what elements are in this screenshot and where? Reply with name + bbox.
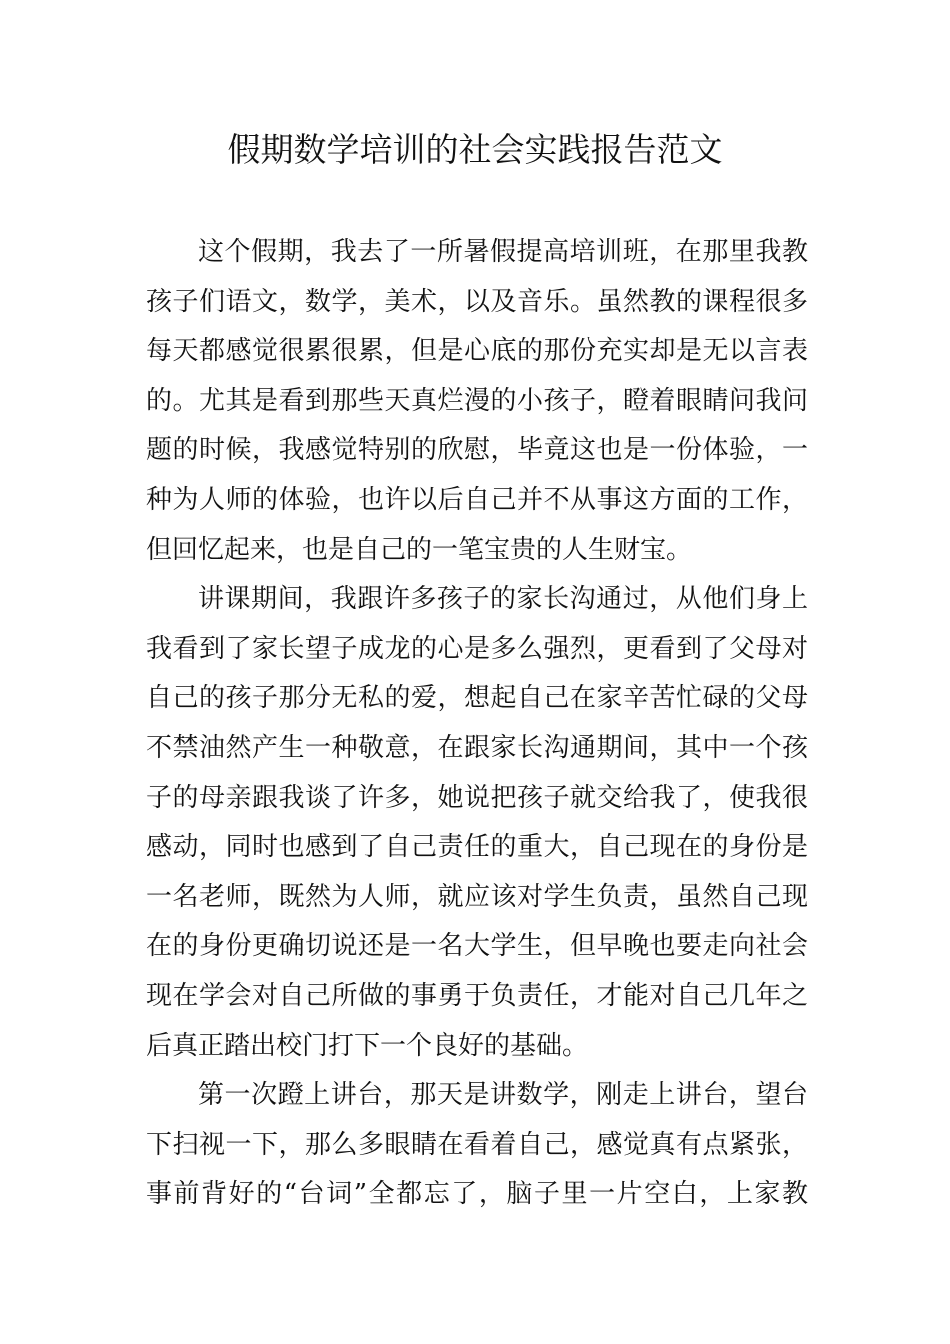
paragraph-1-line-3: 每天都感觉很累很累，但是心底的那份充实却是无以言表: [146, 336, 808, 367]
paragraph-2-line-5: 子的母亲跟我谈了许多，她说把孩子就交给我了，使我很: [146, 782, 808, 813]
paragraph-1-line-5: 题的时候，我感觉特别的欣慰，毕竟这也是一份体验，一: [146, 435, 808, 466]
paragraph-3-line-2: 下扫视一下，那么多眼睛在看着自己，感觉真有点紧张，: [146, 1129, 808, 1160]
paragraph-1-line-1: 这个假期，我去了一所暑假提高培训班，在那里我教: [198, 237, 808, 267]
paragraph-2-line-9: 现在学会对自己所做的事勇于负责任，才能对自己几年之: [146, 980, 808, 1011]
paragraph-2-line-6: 感动，同时也感到了自己责任的重大，自己现在的身份是: [146, 832, 808, 863]
paragraph-2-line-10: 后真正踏出校门打下一个良好的基础。: [146, 1030, 589, 1061]
paragraph-2-line-2: 我看到了家长望子成龙的心是多么强烈，更看到了父母对: [146, 633, 808, 664]
paragraph-2-line-8: 在的身份更确切说还是一名大学生，但早晚也要走向社会: [146, 931, 808, 962]
paragraph-2-line-7: 一名老师，既然为人师，就应该对学生负责，虽然自己现: [146, 881, 808, 912]
paragraph-2-line-1: 讲课期间，我跟许多孩子的家长沟通过，从他们身上: [198, 584, 808, 615]
document-body: [146, 228, 808, 1220]
paragraph-3-line-1: 第一次蹬上讲台，那天是讲数学，刚走上讲台，望台: [198, 1080, 808, 1111]
paragraph-1-line-7: 但回忆起来，也是自己的一笔宝贵的人生财宝。: [146, 534, 693, 565]
paragraph-1-line-4: 的。尤其是看到那些天真烂漫的小孩子，瞪着眼睛问我问: [146, 385, 808, 416]
paragraph-3-line-3: 事前背好的“台词”全都忘了，脑子里一片空白，上家教: [146, 1179, 808, 1210]
paragraph-1-line-2: 孩子们语文，数学，美术，以及音乐。虽然教的课程很多: [146, 286, 808, 317]
paragraph-2-line-4: 不禁油然产生一种敬意，在跟家长沟通期间，其中一个孩: [146, 732, 808, 763]
paragraph-1-line-6: 种为人师的体验，也许以后自己并不从事这方面的工作，: [146, 484, 808, 515]
paragraph-2-line-3: 自己的孩子那分无私的爱，想起自己在家辛苦忙碌的父母: [146, 683, 808, 714]
document-title: 假期数学培训的社会实践报告范文: [227, 130, 723, 169]
